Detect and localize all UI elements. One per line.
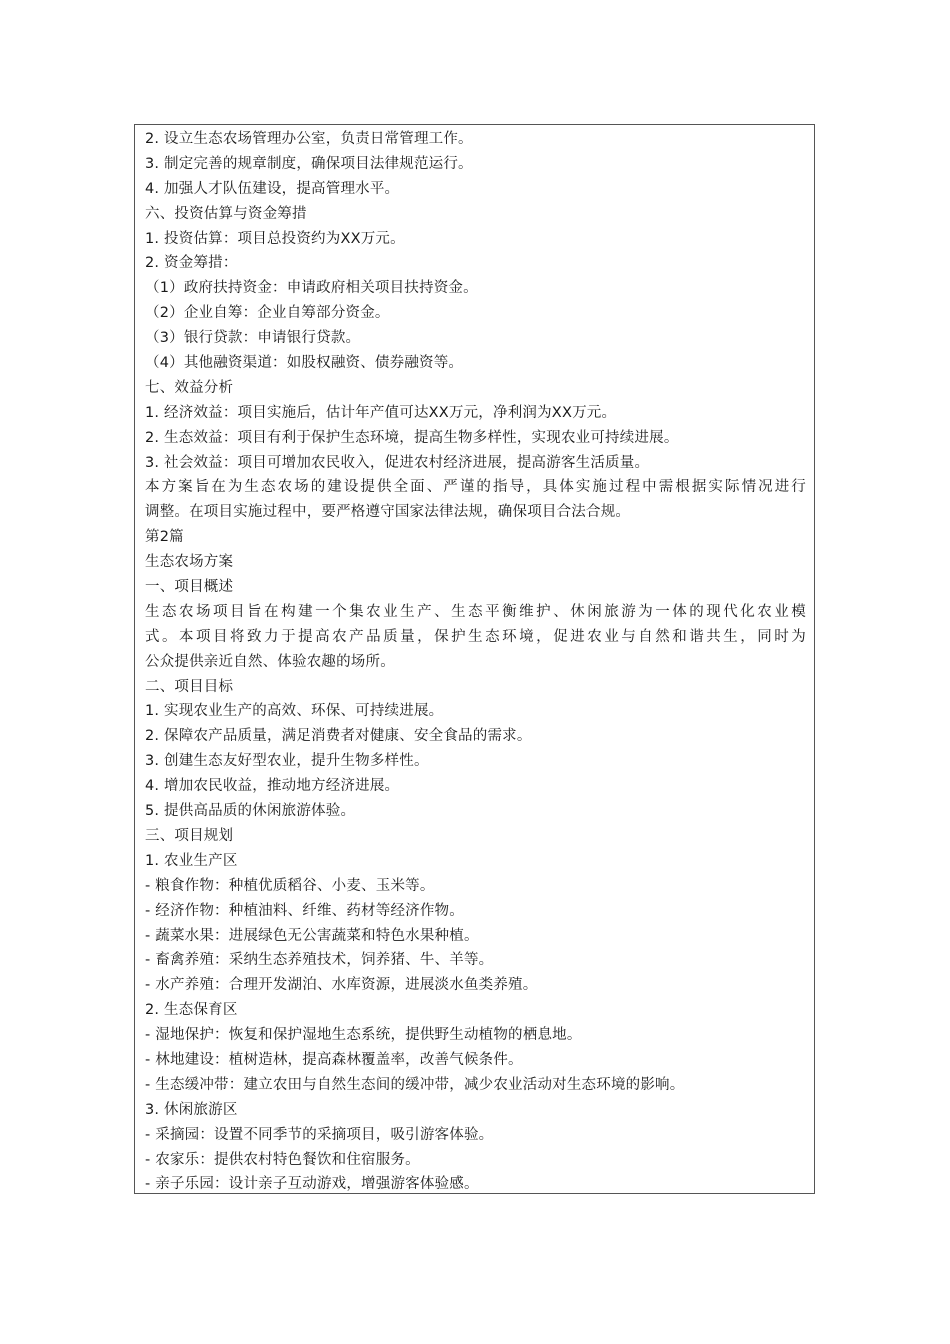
text-line: 1. 实现农业生产的高效、环保、可持续进展。 (145, 703, 444, 720)
text-line: - 采摘园：设置不同季节的采摘项目，吸引游客体验。 (145, 1126, 494, 1143)
text-line: - 农家乐：提供农村特色餐饮和住宿服务。 (145, 1151, 420, 1168)
text-line: - 经济作物：种植油料、纤维、药材等经济作物。 (145, 902, 464, 919)
text-line: 1. 经济效益：项目实施后，估计年产值可达XX万元，净利润为XX万元。 (145, 404, 617, 421)
text-line: 调整。在项目实施过程中，要严格遵守国家法律法规，确保项目合法合规。 (145, 504, 631, 521)
text-line: 2. 资金筹措： (145, 255, 238, 272)
document-page-frame (134, 124, 815, 1194)
text-line: - 生态缓冲带：建立农田与自然生态间的缓冲带，减少农业活动对生态环境的影响。 (145, 1076, 685, 1093)
text-line: 4. 增加农民收益，推动地方经济进展。 (145, 778, 400, 795)
text-line: 生态农场项目旨在构建一个集农业生产、生态平衡维护、休闲旅游为一体的现代化农业模 (145, 603, 806, 620)
text-line: 3. 创建生态友好型农业，提升生物多样性。 (145, 753, 429, 770)
text-line: - 蔬菜水果：进展绿色无公害蔬菜和特色水果种植。 (145, 927, 479, 944)
text-line: 1. 投资估算：项目总投资约为XX万元。 (145, 230, 405, 247)
text-line: 公众提供亲近自然、体验农趣的场所。 (145, 653, 395, 670)
document-body (145, 127, 806, 1197)
text-line: 5. 提供高品质的休闲旅游体验。 (145, 803, 356, 820)
text-line: 2. 设立生态农场管理办公室，负责日常管理工作。 (145, 131, 473, 147)
text-line: - 水产养殖：合理开发湖泊、水库资源，进展淡水鱼类养殖。 (145, 977, 538, 994)
text-line: （4）其他融资渠道：如股权融资、债券融资等。 (145, 355, 464, 372)
text-line: 4. 加强人才队伍建设，提高管理水平。 (145, 180, 400, 197)
text-line: （2）企业自筹：企业自筹部分资金。 (145, 305, 390, 322)
text-line: （3）银行贷款：申请银行贷款。 (145, 330, 361, 347)
text-line: 三、项目规划 (145, 827, 234, 844)
text-line: 一、项目概述 (145, 579, 234, 596)
text-line: 第2篇 (145, 529, 184, 546)
text-line: （1）政府扶持资金：申请政府相关项目扶持资金。 (145, 280, 478, 297)
text-line: - 亲子乐园：设计亲子互动游戏，增强游客体验感。 (145, 1176, 479, 1193)
text-line: - 林地建设：植树造林，提高森林覆盖率，改善气候条件。 (145, 1051, 523, 1068)
text-line: 二、项目目标 (145, 678, 234, 695)
text-line: 七、效益分析 (145, 379, 234, 396)
text-line: 生态农场方案 (145, 554, 234, 571)
text-line: 2. 保障农产品质量，满足消费者对健康、安全食品的需求。 (145, 728, 532, 745)
text-line: 本方案旨在为生态农场的建设提供全面、严谨的指导，具体实施过程中需根据实际情况进行 (145, 479, 806, 496)
text-line: 六、投资估算与资金筹措 (145, 205, 307, 222)
text-line: - 畜禽养殖：采纳生态养殖技术，饲养猪、牛、羊等。 (145, 952, 494, 969)
text-line: 3. 制定完善的规章制度，确保项目法律规范运行。 (145, 155, 473, 172)
text-line: 式。本项目将致力于提高农产品质量，保护生态环境，促进农业与自然和谐共生，同时为 (145, 628, 806, 645)
text-line: 2. 生态保育区 (145, 1002, 238, 1019)
text-line: 2. 生态效益：项目有利于保护生态环境，提高生物多样性，实现农业可持续进展。 (145, 429, 679, 446)
text-line: 3. 社会效益：项目可增加农民收入，促进农村经济进展，提高游客生活质量。 (145, 454, 650, 471)
text-line: 1. 农业生产区 (145, 852, 238, 869)
text-line: 3. 休闲旅游区 (145, 1101, 238, 1118)
text-line: - 粮食作物：种植优质稻谷、小麦、玉米等。 (145, 877, 435, 894)
text-line: - 湿地保护：恢复和保护湿地生态系统，提供野生动植物的栖息地。 (145, 1027, 582, 1044)
